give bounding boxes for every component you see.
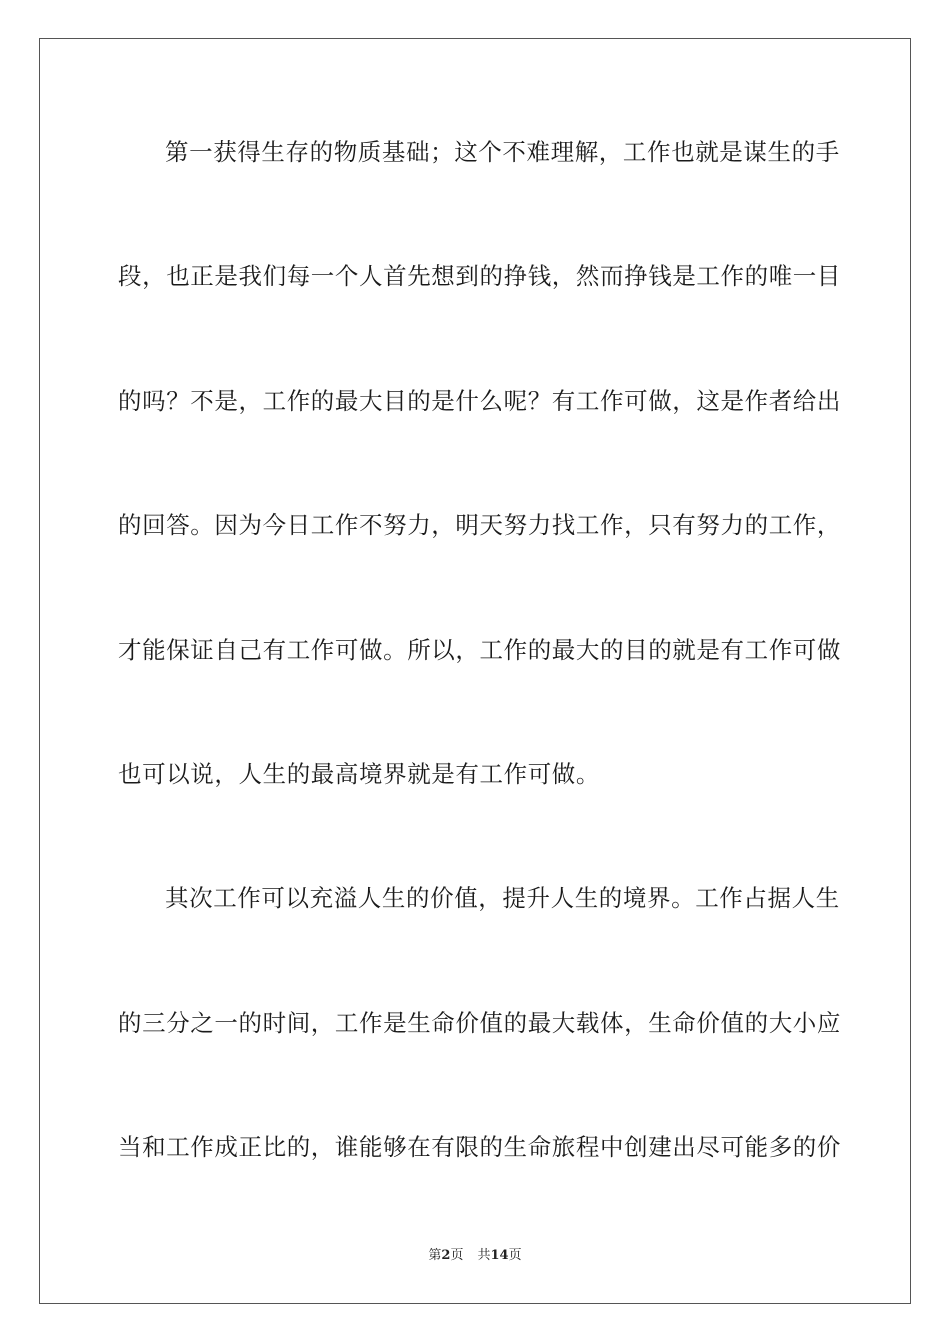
- paragraph-1-line-1: 第一获得生存的物质基础；这个不难理解，工作也就是谋生的手: [165, 138, 840, 166]
- paragraph-1-line-4: 的回答。因为今日工作不努力，明天努力找工作，只有努力的工作，: [118, 511, 841, 539]
- paragraph-1-line-3: 的吗？不是，工作的最大目的是什么呢？有工作可做，这是作者给出: [118, 387, 841, 415]
- total-prefix: 共: [477, 1248, 491, 1263]
- page-number: 2: [441, 1248, 451, 1263]
- page-footer: [0, 1247, 950, 1265]
- paragraph-2-line-2: 的三分之一的时间，工作是生命价值的最大载体，生命价值的大小应: [118, 1009, 841, 1037]
- paragraph-2-line-3: 当和工作成正比的，谁能够在有限的生命旅程中创建出尽可能多的价: [118, 1133, 841, 1161]
- total-suffix: 页: [508, 1248, 522, 1263]
- page-suffix: 页: [450, 1248, 464, 1263]
- total-pages: 14: [490, 1248, 509, 1263]
- page-prefix: 第: [428, 1248, 442, 1263]
- page-border: [39, 38, 911, 1304]
- paragraph-2-line-1: 其次工作可以充溢人生的价值，提升人生的境界。工作占据人生: [165, 884, 840, 912]
- paragraph-1-line-5: 才能保证自己有工作可做。所以，工作的最大的目的就是有工作可做: [118, 636, 841, 664]
- paragraph-1-line-2: 段，也正是我们每一个人首先想到的挣钱，然而挣钱是工作的唯一目: [118, 262, 841, 290]
- paragraph-1-line-6: 也可以说，人生的最高境界就是有工作可做。: [118, 760, 600, 788]
